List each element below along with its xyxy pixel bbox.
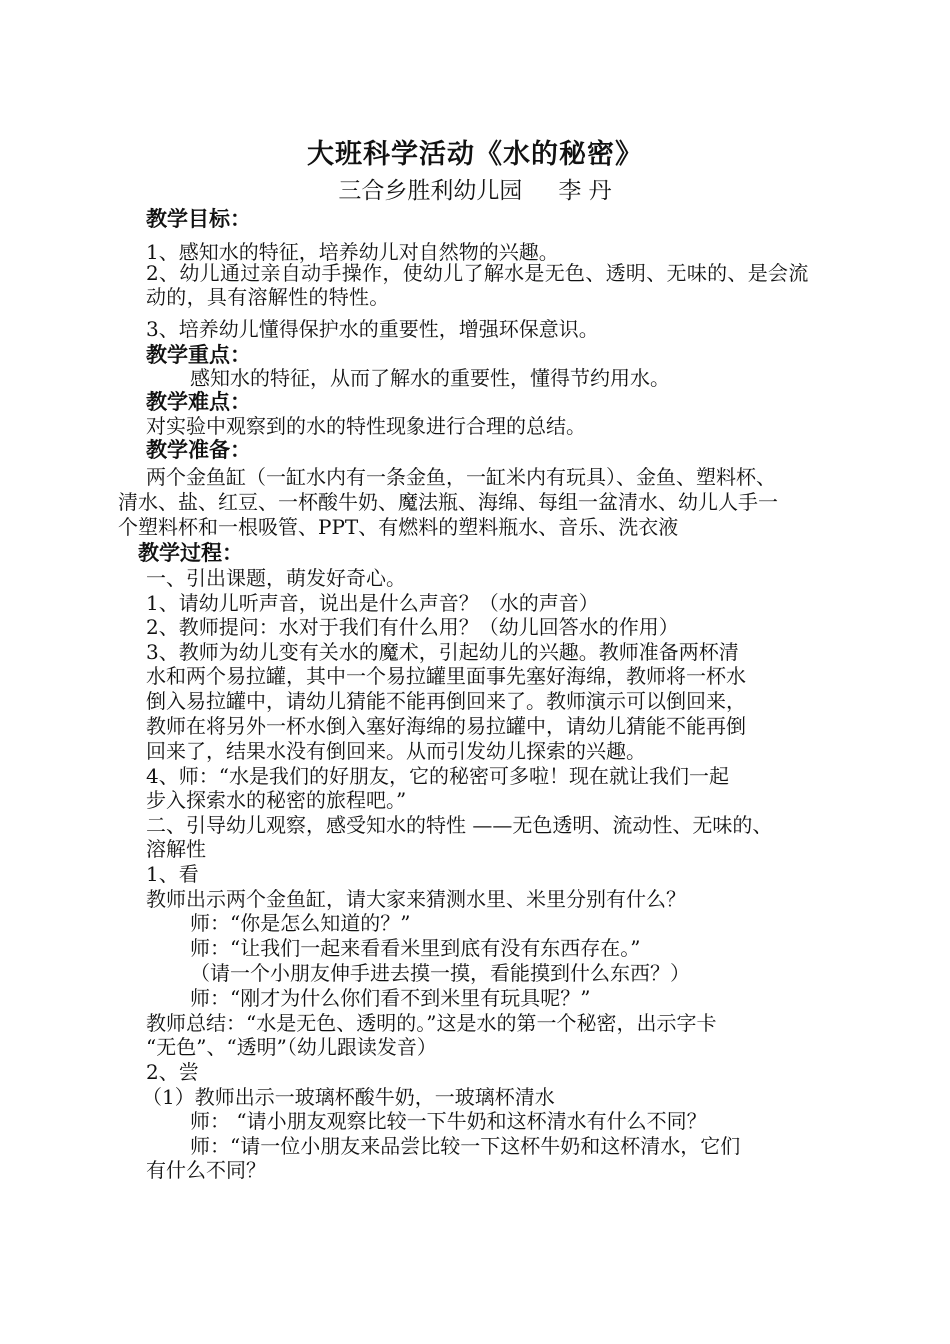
author-name: 李 丹 — [558, 178, 612, 204]
process-line-1: 一、引出课题，萌发好奇心。 — [146, 566, 406, 590]
goal-item-3: 3、培养幼儿懂得保护水的重要性，增强环保意识。 — [146, 317, 599, 341]
process-line-7: 教师在将另外一杯水倒入塞好海绵的易拉罐中，请幼儿猜能不能再倒 — [146, 714, 746, 738]
heading-teaching-goals: 教学目标： — [146, 207, 251, 231]
process-line-2: 1、请幼儿听声音，说出是什么声音？（水的声音） — [146, 591, 599, 615]
process-line-14: 教师出示两个金鱼缸，请大家来猜测水里、米里分别有什么？ — [146, 887, 686, 911]
process-line-12: 溶解性 — [146, 837, 206, 861]
process-line-4: 3、教师为幼儿变有关水的魔术，引起幼儿的兴趣。教师准备两杯清 — [146, 640, 739, 664]
process-line-24: 师：“请一位小朋友来品尝比较一下这杯牛奶和这杯清水，它们 — [190, 1134, 741, 1158]
heading-preparation: 教学准备： — [146, 438, 251, 462]
process-line-23: 师： “请小朋友观察比较一下牛奶和这杯清水有什么不同？ — [190, 1109, 707, 1133]
heading-process: 教学过程： — [138, 541, 243, 565]
process-line-15: 师：“你是怎么知道的？” — [190, 911, 411, 935]
preparation-line-1: 两个金鱼缸（一缸水内有一条金鱼，一缸米内有玩具）、金鱼、塑料杯、 — [146, 465, 776, 489]
process-line-16: 师：“让我们一起来看看米里到底有没有东西存在。” — [190, 936, 641, 960]
process-line-6: 倒入易拉罐中，请幼儿猜能不能再倒回来了。教师演示可以倒回来， — [146, 689, 746, 713]
goal-item-2: 2、幼儿通过亲自动手操作，使幼儿了解水是无色、透明、无味的、是会流动的，具有溶解性的特性。 — [146, 261, 809, 309]
process-line-11: 二、引导幼儿观察，感受知水的特性 ——无色透明、流动性、无味的、 — [146, 813, 773, 837]
difficulty-text: 对实验中观察到的水的特性现象进行合理的总结。 — [146, 414, 586, 438]
process-line-9: 4、师：“水是我们的好朋友，它的秘密可多啦！现在就让我们一起 — [146, 764, 729, 788]
process-line-17: （请一个小朋友伸手进去摸一摸，看能摸到什么东西？） — [190, 961, 690, 985]
goal-item-1: 1、感知水的特征，培养幼儿对自然物的兴趣。 — [146, 240, 559, 264]
document-title: 大班科学活动《水的秘密》 — [307, 139, 643, 170]
process-line-8: 回来了，结果水没有倒回来。从而引发幼儿探索的兴趣。 — [146, 739, 646, 763]
process-line-20: “无色”、“透明”（幼儿跟读发音） — [146, 1035, 437, 1059]
preparation-line-2: 清水、盐、红豆、一杯酸牛奶、魔法瓶、海绵、每组一盆清水、幼儿人手一 — [118, 490, 778, 514]
heading-difficulty: 教学难点： — [146, 390, 251, 414]
process-line-18: 师：“刚才为什么你们看不到米里有玩具呢？” — [190, 986, 591, 1010]
process-line-19: 教师总结：“水是无色、透明的。”这是水的第一个秘密，出示字卡 — [146, 1011, 717, 1035]
process-line-21: 2、尝 — [146, 1060, 199, 1084]
author-line — [0, 172, 950, 205]
process-line-25: 有什么不同？ — [146, 1158, 266, 1182]
process-line-10: 步入探索水的秘密的旅程吧。” — [146, 788, 407, 812]
process-line-3: 2、教师提问：水对于我们有什么用？（幼儿回答水的作用） — [146, 615, 679, 639]
process-line-5: 水和两个易拉罐，其中一个易拉罐里面事先塞好海绵，教师将一杯水 — [146, 664, 746, 688]
preparation-line-3: 个塑料杯和一根吸管、PPT、有燃料的塑料瓶水、音乐、洗衣液 — [118, 515, 679, 539]
process-line-13: 1、看 — [146, 862, 199, 886]
author-school: 三合乡胜利幼儿园 — [338, 178, 523, 204]
process-line-22: （1）教师出示一玻璃杯酸牛奶，一玻璃杯清水 — [142, 1085, 555, 1109]
heading-key-points: 教学重点： — [146, 343, 251, 367]
key-points-text: 感知水的特征，从而了解水的重要性，懂得节约用水。 — [190, 366, 670, 390]
